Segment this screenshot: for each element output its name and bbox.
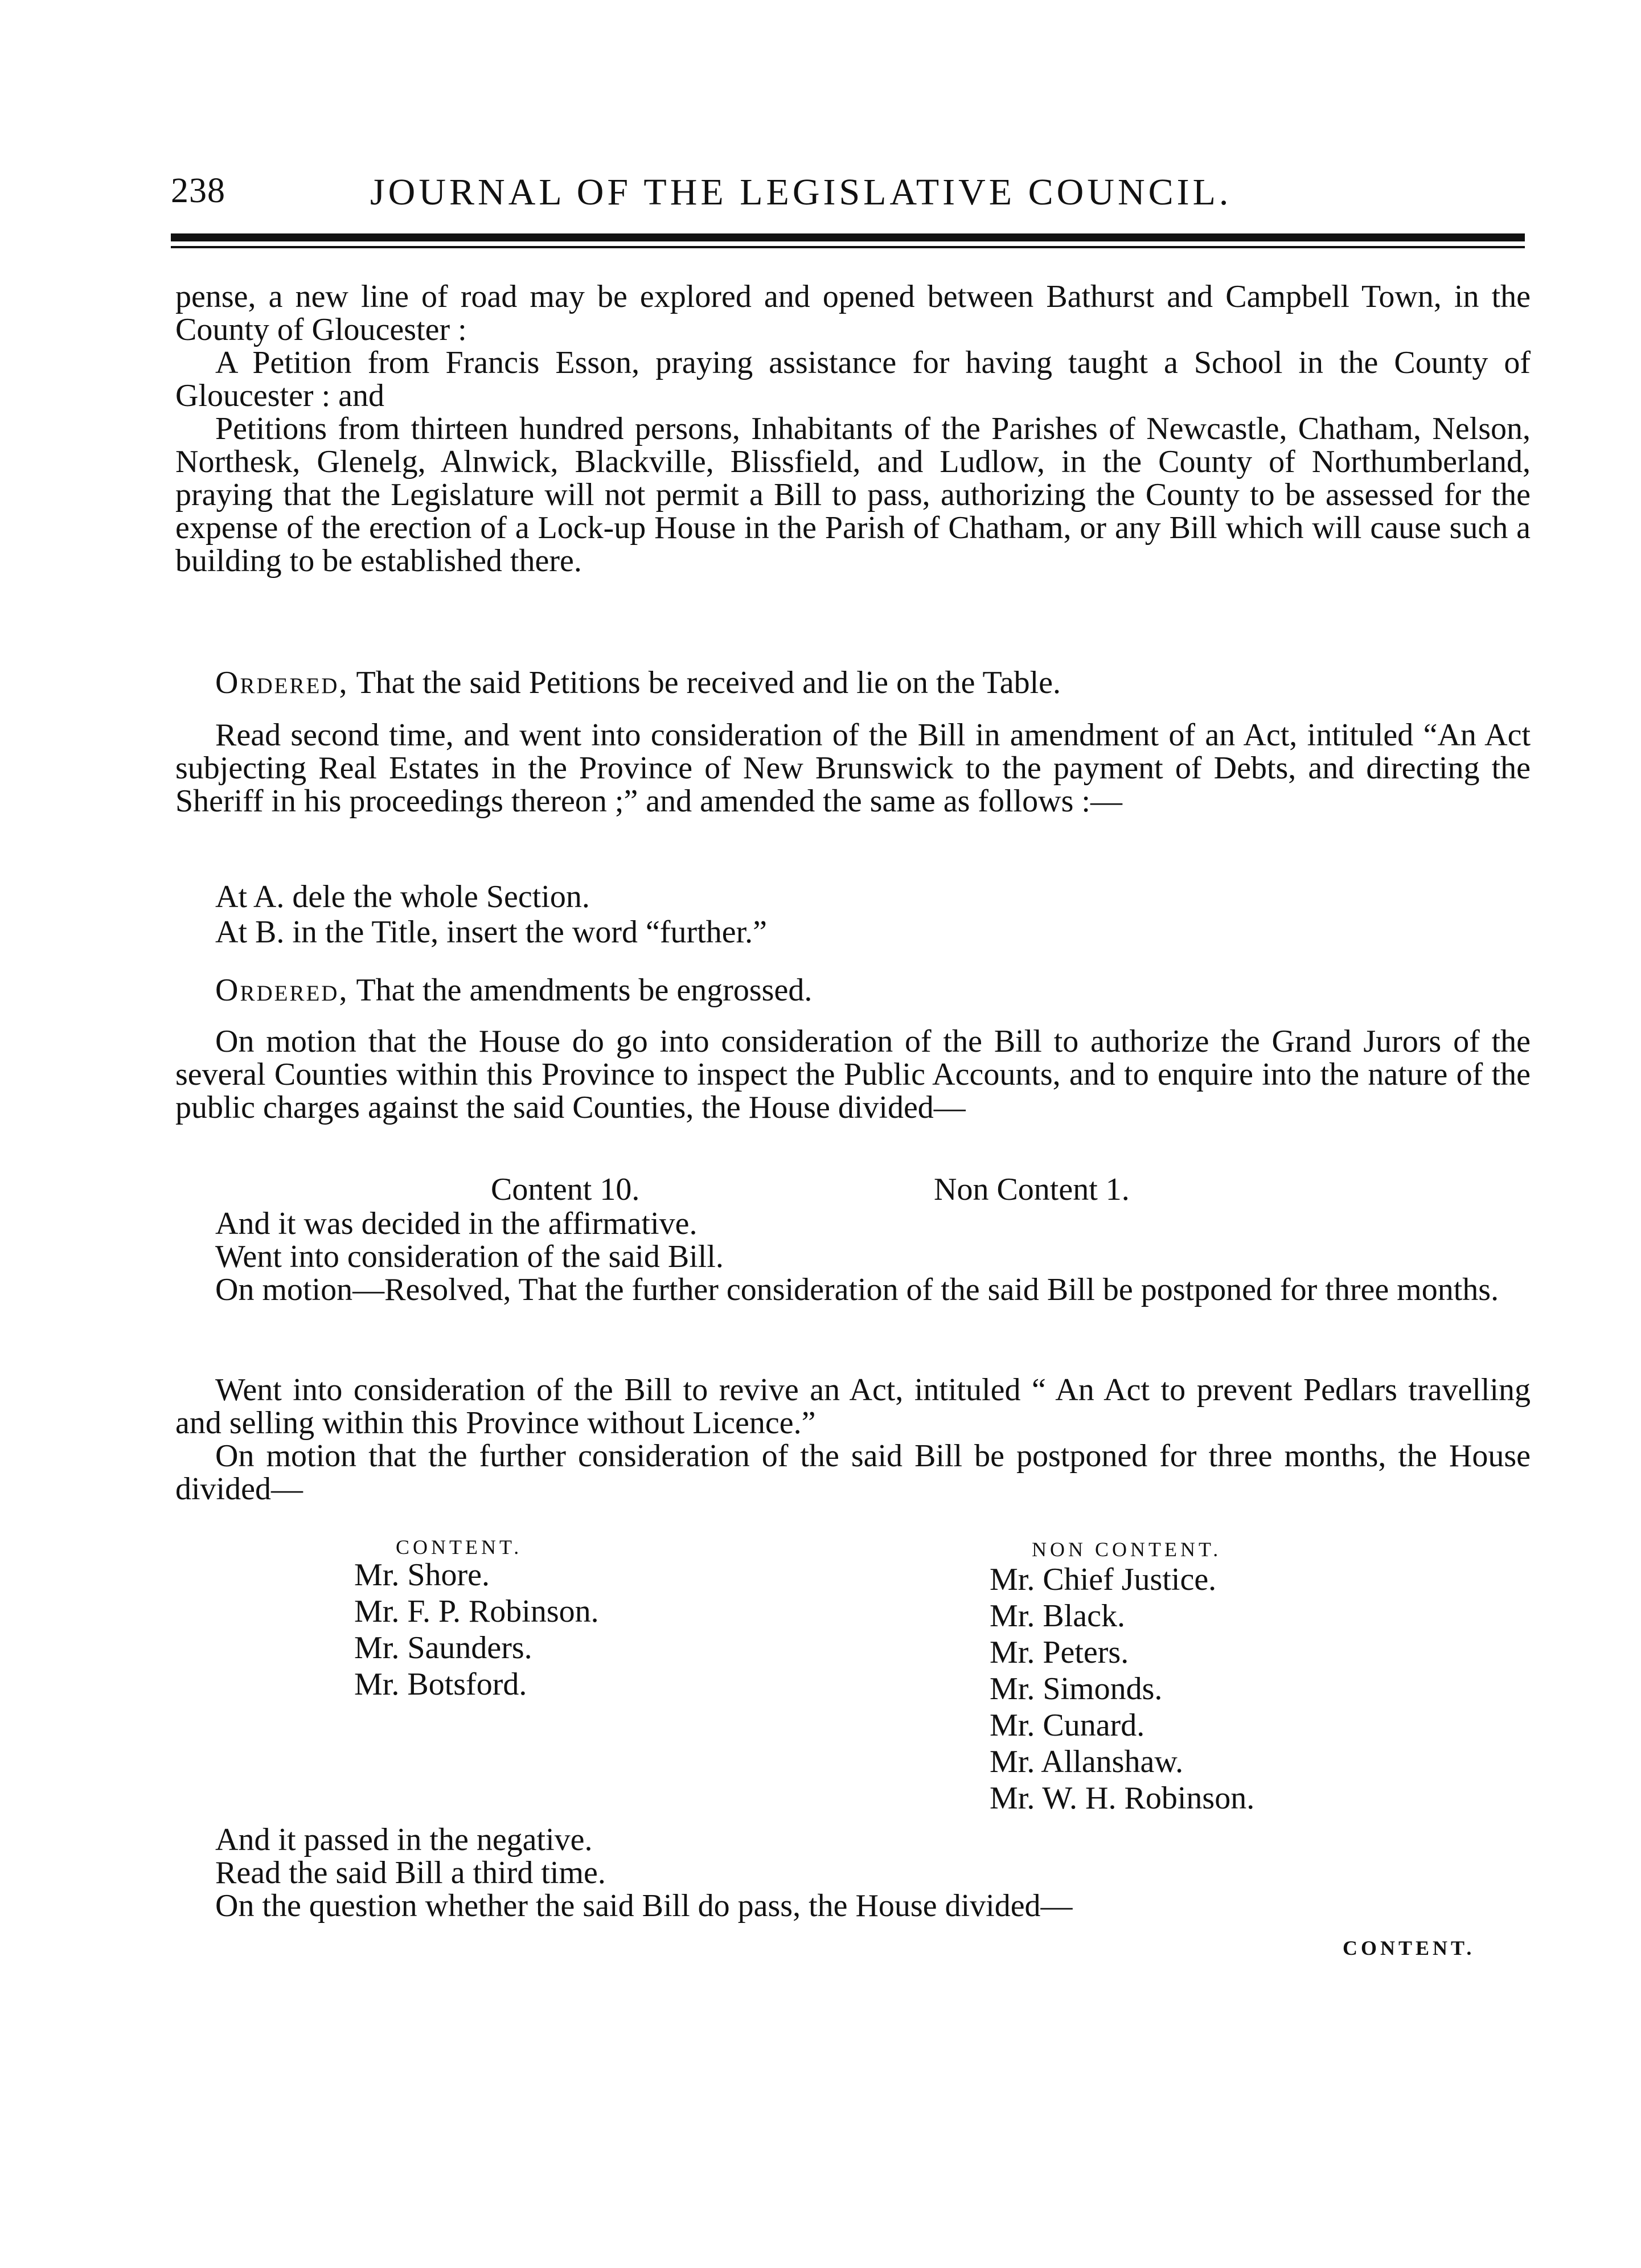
non-content-member: Mr. Cunard. — [990, 1708, 1145, 1743]
non-content-member: Mr. Black. — [990, 1598, 1125, 1634]
non-content-member: Mr. Simonds. — [990, 1671, 1163, 1707]
content-count: Content 10. — [491, 1172, 640, 1207]
paragraph-question-pass: On the question whether the said Bill do pass, the House divided— — [215, 1888, 1073, 1924]
amendment-b: At B. in the Title, insert the word “further.” — [215, 914, 767, 950]
header-rule-thin — [171, 246, 1525, 248]
running-title: JOURNAL OF THE LEGISLATIVE COUNCIL. — [370, 171, 1232, 213]
non-content-count: Non Content 1. — [934, 1172, 1130, 1207]
amendments-block — [175, 880, 1531, 949]
ordered-label: Ordered, — [215, 665, 349, 700]
header-rule-thick — [171, 233, 1525, 241]
decision-block — [175, 1207, 1531, 1306]
page-header — [171, 171, 1532, 222]
pedlars-block — [175, 1373, 1531, 1506]
grand-jurors-block — [175, 1025, 1531, 1124]
ordered-amendments-text: That the amendments be engrossed. — [356, 973, 813, 1008]
page-number: 238 — [171, 171, 225, 210]
closing-block — [175, 1823, 1531, 1922]
paragraph-third-reading: Read the said Bill a third time. — [215, 1855, 606, 1890]
opening-paragraphs — [175, 280, 1531, 577]
non-content-member: Mr. W. H. Robinson. — [990, 1781, 1255, 1816]
paragraph-northumberland-petitions: Petitions from thirteen hundred persons, Inhabitants of the Parishes of Newcastle, Chatham, Nelson, Northesk, Glenelg, Alnwick, Blackville, Blissfield, and Ludlow, in the County of Northumberland, praying that the Legislature will not permit a Bill to pass, authorizing the County to be assessed for the expense of the erection of a Lock-up House in the Parish of Chatham, or any Bill which will cause such a building to be established there. — [175, 411, 1531, 579]
paragraph-second-reading: Read second time, and went into consideration of the Bill in amendment of an Act, intituled “An Act subjecting Real Estates in the Province of New Brunswick to the payment of Debts, and directing the Sheriff in his proceedings thereon ;” and amended the same as follows :— — [175, 717, 1531, 819]
second-reading-block — [175, 719, 1531, 818]
paragraph-went-into: Went into consideration of the said Bill. — [215, 1239, 724, 1274]
paragraph-grand-jurors: On motion that the House do go into consideration of the Bill to authorize the Grand Jurors of the several Counties within this Province to inspect the Public Accounts, and to enquire into the nature of the public charges against the said Counties, the House divided— — [175, 1024, 1531, 1125]
catchword: CONTENT. — [1343, 1937, 1475, 1959]
content-member: Mr. F. P. Robinson. — [354, 1594, 599, 1629]
amendment-a: At A. dele the whole Section. — [215, 879, 590, 914]
ordered-amendments — [175, 974, 1531, 1007]
paragraph-motion-postpone: On motion that the further consideration of the said Bill be postponed for three months, the House divided— — [175, 1438, 1531, 1507]
paragraph-affirmative: And it was decided in the affirmative. — [215, 1206, 698, 1241]
paragraph-postponed: On motion—Resolved, That the further consideration of the said Bill be postponed for three months. — [215, 1272, 1499, 1307]
content-heading: CONTENT. — [396, 1536, 523, 1559]
paragraph-negative: And it passed in the negative. — [215, 1822, 593, 1857]
content-member: Mr. Botsford. — [354, 1667, 527, 1702]
ordered-petitions-text: That the said Petitions be received and lie on the Table. — [356, 665, 1061, 700]
content-member: Mr. Shore. — [354, 1557, 490, 1593]
non-content-heading: NON CONTENT. — [1032, 1538, 1222, 1561]
non-content-member: Mr. Chief Justice. — [990, 1562, 1217, 1597]
ordered-petitions — [175, 666, 1531, 699]
ordered-label-2: Ordered, — [215, 973, 349, 1008]
paragraph-pedlars: Went into consideration of the Bill to revive an Act, intituled “ An Act to prevent Pedlars travelling and selling within this Province without Licence.” — [175, 1372, 1531, 1441]
non-content-member: Mr. Peters. — [990, 1635, 1129, 1670]
content-member: Mr. Saunders. — [354, 1630, 532, 1666]
paragraph-road: pense, a new line of road may be explored and opened between Bathurst and Campbell Town, in the County of Gloucester : — [175, 279, 1531, 347]
paragraph-esson-petition: A Petition from Francis Esson, praying assistance for having taught a School in the County of Gloucester : and — [175, 345, 1531, 413]
non-content-member: Mr. Allanshaw. — [990, 1744, 1184, 1779]
